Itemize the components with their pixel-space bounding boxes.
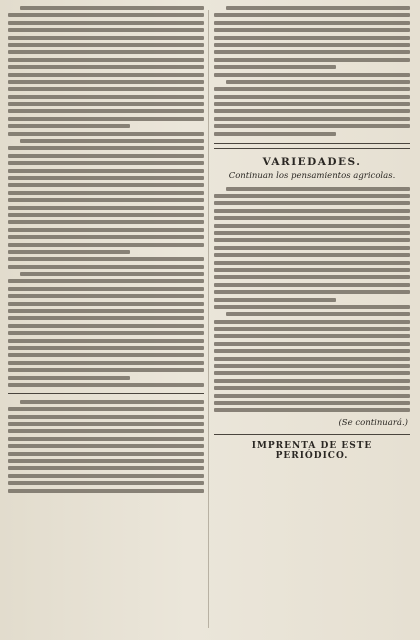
text-line <box>214 132 336 136</box>
text-line <box>8 415 204 419</box>
printer-imprint: IMPRENTA DE ESTE PERIÓDICO. <box>251 441 373 462</box>
text-line <box>8 316 204 320</box>
text-line <box>214 357 410 361</box>
text-line <box>8 302 204 306</box>
text-line <box>8 132 204 136</box>
text-line <box>214 386 410 390</box>
text-line <box>8 437 204 441</box>
text-line <box>8 80 204 84</box>
text-line <box>8 383 204 387</box>
text-line <box>8 452 204 456</box>
text-line <box>20 272 204 276</box>
text-line <box>214 124 410 128</box>
column-divider <box>208 10 209 628</box>
continuation-note: (Se continuará.) <box>338 418 408 429</box>
text-line <box>214 349 410 353</box>
text-line <box>8 353 204 357</box>
text-line <box>8 361 204 365</box>
text-line <box>214 102 410 106</box>
text-line <box>214 246 410 250</box>
text-line <box>214 87 410 91</box>
text-line <box>214 342 410 346</box>
text-line <box>214 50 410 54</box>
text-line <box>8 65 204 69</box>
text-line <box>214 394 410 398</box>
text-line <box>8 228 204 232</box>
text-line <box>8 294 204 298</box>
text-line <box>8 176 204 180</box>
text-line <box>214 253 410 257</box>
text-line <box>214 117 410 121</box>
text-line <box>214 268 410 272</box>
text-line <box>214 305 410 309</box>
text-line <box>214 290 410 294</box>
text-line <box>8 73 204 77</box>
text-line <box>8 279 204 283</box>
text-line <box>214 401 410 405</box>
text-line <box>8 466 204 470</box>
text-line <box>214 408 410 412</box>
left-column <box>8 6 204 632</box>
text-line <box>214 231 410 235</box>
text-line <box>8 265 204 269</box>
text-line <box>8 13 204 17</box>
text-line <box>8 43 204 47</box>
text-line <box>8 257 204 261</box>
text-line <box>8 169 204 173</box>
text-line <box>20 6 204 10</box>
text-line <box>214 28 410 32</box>
text-line <box>214 201 410 205</box>
text-line <box>8 429 204 433</box>
text-line <box>214 73 410 77</box>
text-line <box>214 283 410 287</box>
text-line <box>8 206 204 210</box>
text-line <box>8 235 204 239</box>
text-line <box>8 161 204 165</box>
text-line <box>8 422 204 426</box>
text-line <box>226 80 410 84</box>
text-line <box>8 58 204 62</box>
body-text-block <box>8 400 204 493</box>
text-line <box>226 312 410 316</box>
right-column <box>214 6 410 632</box>
text-line <box>8 287 204 291</box>
text-line <box>20 400 204 404</box>
text-line <box>214 371 410 375</box>
text-line <box>8 102 204 106</box>
section-heading: VARIEDADES. <box>262 155 362 168</box>
text-line <box>214 65 336 69</box>
text-line <box>8 124 130 128</box>
text-line <box>8 331 204 335</box>
text-line <box>8 154 204 158</box>
footer-rule <box>214 434 410 435</box>
text-line <box>8 459 204 463</box>
text-line <box>214 261 410 265</box>
text-line <box>214 298 336 302</box>
text-line <box>214 238 410 242</box>
text-line <box>8 95 204 99</box>
text-line <box>214 209 410 213</box>
text-line <box>8 444 204 448</box>
text-line <box>8 489 204 493</box>
text-line <box>8 481 204 485</box>
text-line <box>8 28 204 32</box>
text-line <box>226 187 410 191</box>
text-line <box>8 36 204 40</box>
text-line <box>8 324 204 328</box>
text-line <box>8 21 204 25</box>
body-text-block <box>214 187 410 413</box>
text-line <box>214 109 410 113</box>
text-line <box>214 334 410 338</box>
section-subheading: Continuan los pensamientos agricolas. <box>228 170 396 181</box>
text-line <box>8 146 204 150</box>
text-line <box>8 117 204 121</box>
text-line <box>214 21 410 25</box>
text-line <box>8 213 204 217</box>
section-rule <box>8 393 204 394</box>
text-line <box>20 139 204 143</box>
text-line <box>214 224 410 228</box>
text-line <box>8 220 204 224</box>
text-line <box>8 50 204 54</box>
text-line <box>8 346 204 350</box>
text-line <box>8 309 204 313</box>
text-line <box>8 376 130 380</box>
text-line <box>8 368 204 372</box>
text-line <box>214 13 410 17</box>
text-line <box>8 191 204 195</box>
text-line <box>214 327 410 331</box>
text-line <box>214 58 410 62</box>
text-line <box>8 243 204 247</box>
text-line <box>8 109 204 113</box>
section-rule <box>214 143 410 149</box>
text-line <box>8 183 204 187</box>
text-line <box>8 339 204 343</box>
text-line <box>214 36 410 40</box>
text-line <box>226 6 410 10</box>
text-line <box>214 95 410 99</box>
body-text-block <box>8 6 204 387</box>
text-line <box>8 198 204 202</box>
text-line <box>214 43 410 47</box>
text-line <box>8 474 204 478</box>
text-line <box>214 364 410 368</box>
text-line <box>214 194 410 198</box>
text-line <box>214 320 410 324</box>
body-text-block <box>214 6 410 136</box>
text-line <box>214 216 410 220</box>
text-line <box>8 87 204 91</box>
text-line <box>8 250 130 254</box>
text-line <box>214 275 410 279</box>
text-line <box>8 407 204 411</box>
text-line <box>214 379 410 383</box>
